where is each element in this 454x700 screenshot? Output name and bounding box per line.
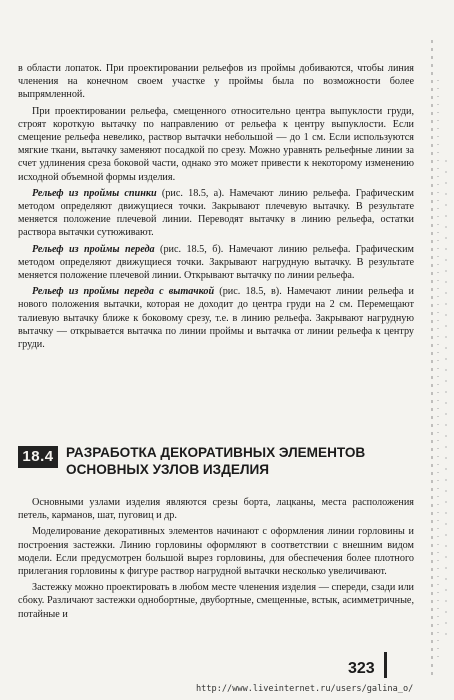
section-number-badge: 18.4 (18, 446, 58, 468)
paragraph-1 (18, 62, 414, 102)
page-number: 323 (348, 660, 375, 677)
section-title: РАЗРАБОТКА ДЕКОРАТИВНЫХ ЭЛЕМЕНТОВ ОСНОВНЫХ УЗЛОВ ИЗДЕЛИЯ (66, 445, 366, 477)
paragraph-5-text: (рис. 18.5, в). Намечают линии рельефа и нового положения вытачки, которая не доходит до центра груди на 2 см. Перемещают талиевую вытачку ближе к боковому срезу, т.е. в линию рельефа. Закрывают нагрудную вытачку — открывается вытачка по линии проймы и вытачка от линии рельефа к центру груди. (18, 286, 414, 351)
paragraph-6-text: Основными узлами изделия являются срезы борта, лацканы, места расположения петель, карманов, шат, пуговиц и др. (18, 497, 414, 522)
paragraph-4 (18, 243, 414, 283)
body-text-top (18, 62, 414, 354)
paragraph-2 (18, 105, 414, 184)
paragraph-5-lead: Рельеф из проймы переда с вытачкой (32, 286, 215, 298)
paragraph-7-text: Моделирование декоративных элементов начинают с оформления линии горловины и построения застежки. Линию горловины оформляют в соответствии с внешним видом модели. Если предусмотрен большой вырез горловины, для обеспечения более плотного прилегания горловины к фигуре раствор нагрудной вытачки несколько увеличивают. (18, 526, 414, 578)
paragraph-8 (18, 581, 414, 621)
page-edge-shadow (426, 40, 454, 680)
paragraph-4-text: (рис. 18.5, б). Намечают линию рельефа. Графическим методом определяют движущиеся точки. Закрывают нагрудную вытачку. В результате меняется положение плечевой линии. Открывают вытачку по линии рельефа. (18, 243, 414, 282)
paragraph-1-text: в области лопаток. При проектировании рельефов из проймы добиваются, чтобы линия членения на конечном своем участке у проймы была по возможности более выпрямленной. (18, 63, 414, 101)
paragraph-7 (18, 525, 414, 578)
paragraph-8-text: Застежку можно проектировать в любом месте членения изделия — спереди, сзади или сбоку. Различают застежки однобортные, двубортные, смещенные, встык, асимметричные, потайные и (18, 582, 414, 620)
section-heading (18, 444, 418, 484)
page-number-bar (384, 652, 387, 678)
paragraph-3 (18, 187, 414, 240)
body-text-bottom (18, 496, 414, 624)
paragraph-4-lead: Рельеф из проймы переда (32, 243, 155, 255)
paragraph-5 (18, 285, 414, 351)
footer-url: http://www.liveinternet.ru/users/galina_o/ (196, 684, 414, 694)
paragraph-2-text: При проектировании рельефа, смещенного относительно центра выпуклости груди, строят короткую вытачку по направлению от рельефа к центру выпуклости. Если смещение рельефа невелико, раствор вытачки небольшой — до 1 см. Если используются мягкие ткани, вытачку заменяют посадкой по срезу. Можно уравнять рельефные линии за счет удлинения среза боковой части, однако это может привести к некоторому изменению исходной объемной формы изделия. (18, 105, 414, 183)
paragraph-3-lead: Рельеф из проймы спинки (32, 187, 157, 199)
paragraph-6 (18, 496, 414, 522)
paragraph-3-text: (рис. 18.5, а). Намечают линию рельефа. Графическим методом определяют движущиеся точки. Закрывают плечевую вытачку. В результате меняется положение плечевой линии. Переводят вытачку в линию рельефа, остатки раствора вытачки сутюживают. (18, 187, 414, 239)
